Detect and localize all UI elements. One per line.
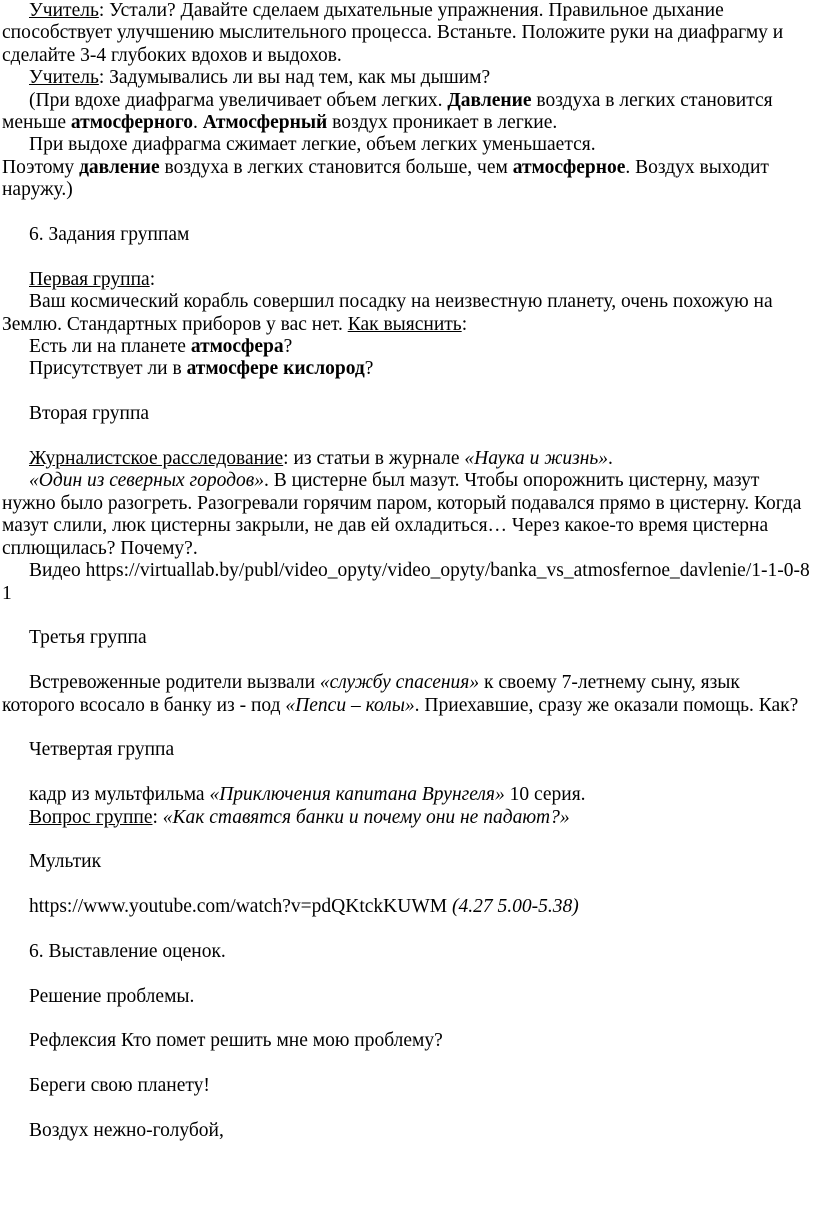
group1-question-1 bbox=[0, 336, 816, 358]
teacher-question-text: : Задумывались ли вы над тем, как мы дышим? bbox=[98, 67, 491, 89]
cartoon-title: «Приключения капитана Врунгеля» bbox=[209, 784, 505, 806]
group2-investigation bbox=[0, 448, 816, 470]
investigation-text: : из статьи в журнале bbox=[283, 448, 465, 470]
q2-mark: ? bbox=[364, 358, 374, 380]
paragraph-teacher-question bbox=[0, 67, 816, 89]
group2-video-link[interactable]: Видео https://virtuallab.by/publ/video_opyty/video_opyty/banka_vs_atmosfernoe_davlenie/1-1-0-81 bbox=[2, 560, 810, 604]
reflection-line: Рефлексия Кто помет решить мне мою проблему? bbox=[29, 1030, 443, 1052]
youtube-timecodes: (4.27 5.00-5.38) bbox=[451, 896, 579, 918]
group3-italic-pepsi: «Пепси – колы» bbox=[285, 694, 415, 716]
group1-intro bbox=[0, 291, 816, 336]
inhale-text-1: (При вдохе диафрагма увеличивает объем легких. bbox=[29, 89, 448, 111]
group1-heading bbox=[0, 269, 816, 291]
group3-heading: Третья группа bbox=[29, 627, 147, 649]
inhale-text-3: . bbox=[192, 112, 203, 134]
teacher-text: : Устали? Давайте сделаем дыхательные упражнения. Правильное дыхание способствует улучшению мыслительного процесса. Встаньте. Положите руки на диафрагму и сделайте 3-4 глубоких вдохов и выдохов. bbox=[2, 0, 784, 66]
group2-story bbox=[0, 470, 816, 560]
group1-how-colon: : bbox=[461, 313, 468, 335]
group4-question bbox=[0, 807, 816, 829]
story-text: . В цистерне был мазут. Чтобы опорожнить цистерну, мазут нужно было разогреть. Разогревали горячим паром, который подавался прямо в цистерну. Когда мазут слили, люк цистерны закрыли, не дав ей охладиться… Через какое-то время цистерна сплющилась? Почему?. bbox=[2, 470, 802, 559]
investigation-period: . bbox=[608, 448, 613, 470]
inhale-bold-atmospheric: атмосферного bbox=[70, 112, 193, 134]
paragraph-inhale bbox=[0, 90, 816, 135]
journal-title: «Наука и жизнь» bbox=[464, 448, 609, 470]
therefore-text-1: Поэтому bbox=[2, 156, 80, 178]
group3-text-1: Встревоженные родители вызвали bbox=[29, 672, 320, 694]
q1-bold: атмосфера bbox=[190, 336, 284, 358]
paragraph-teacher-breathing bbox=[0, 0, 816, 67]
q1-mark: ? bbox=[283, 336, 293, 358]
inhale-text-4: воздух проникает в легкие. bbox=[327, 112, 558, 134]
group2-heading: Вторая группа bbox=[29, 403, 150, 425]
frame-episode: 10 серия. bbox=[504, 784, 586, 806]
inhale-bold-atmospheric-air: Атмосферный bbox=[202, 112, 328, 134]
group3-italic-rescue: «службу спасения» bbox=[319, 672, 480, 694]
group1-intro-text: Ваш космический корабль совершил посадку на неизвестную планету, очень похожую на Землю. Стандартных приборов у вас нет. bbox=[2, 291, 773, 335]
group1-colon: : bbox=[149, 268, 156, 290]
frame-text: кадр из мультфильма bbox=[29, 784, 210, 806]
q2-bold: атмосфере кислород bbox=[186, 358, 365, 380]
group1-title: Первая группа bbox=[29, 268, 150, 290]
group4-heading: Четвертая группа bbox=[29, 739, 175, 761]
group3-text bbox=[0, 672, 816, 717]
therefore-text-2: воздуха в легких становится больше, чем bbox=[159, 156, 513, 178]
q2-text: Присутствует ли в bbox=[29, 358, 187, 380]
group4-frame bbox=[0, 784, 816, 806]
inhale-bold-pressure: Давление bbox=[447, 89, 532, 111]
group3-text-2: к своему 7-летнему сыну, язык которого всосало в банку из - под bbox=[2, 672, 740, 716]
section-tasks-heading: 6. Задания группам bbox=[29, 224, 190, 246]
group1-how-label: Как выяснить bbox=[347, 313, 462, 335]
paragraph-exhale: При выдохе диафрагма сжимает легкие, объем легких уменьшается. bbox=[29, 134, 596, 156]
grades-heading: 6. Выставление оценок. bbox=[29, 940, 226, 962]
youtube-link[interactable]: https://www.youtube.com/watch?v=pdQKtckKUWM bbox=[29, 896, 452, 918]
inhale-text-2: воздуха в легких становится меньше bbox=[2, 89, 773, 134]
teacher-label: Учитель bbox=[29, 0, 99, 21]
cartoon-heading: Мультик bbox=[29, 851, 102, 873]
investigation-label: Журналистское расследование bbox=[29, 448, 284, 470]
q1-text: Есть ли на планете bbox=[29, 336, 191, 358]
therefore-bold-atmospheric: атмосферное bbox=[512, 156, 626, 178]
youtube-link-line bbox=[0, 896, 816, 918]
question-text: «Как ставятся банки и почему они не падают?» bbox=[162, 806, 570, 828]
therefore-bold-pressure: давление bbox=[79, 156, 160, 178]
teacher-label: Учитель bbox=[29, 67, 99, 89]
paragraph-therefore bbox=[0, 157, 816, 202]
protect-line: Береги свою планету! bbox=[29, 1075, 210, 1097]
group3-text-3: . Приехавшие, сразу же оказали помощь. Как? bbox=[414, 694, 799, 716]
air-line: Воздух нежно-голубой, bbox=[29, 1120, 224, 1142]
group1-question-2 bbox=[0, 358, 816, 380]
therefore-text-3: . Воздух выходит наружу.) bbox=[2, 156, 769, 201]
story-title: «Один из северных городов» bbox=[29, 470, 264, 492]
question-label: Вопрос группе bbox=[29, 806, 153, 828]
question-colon: : bbox=[152, 806, 163, 828]
solution-heading: Решение проблемы. bbox=[29, 985, 195, 1007]
